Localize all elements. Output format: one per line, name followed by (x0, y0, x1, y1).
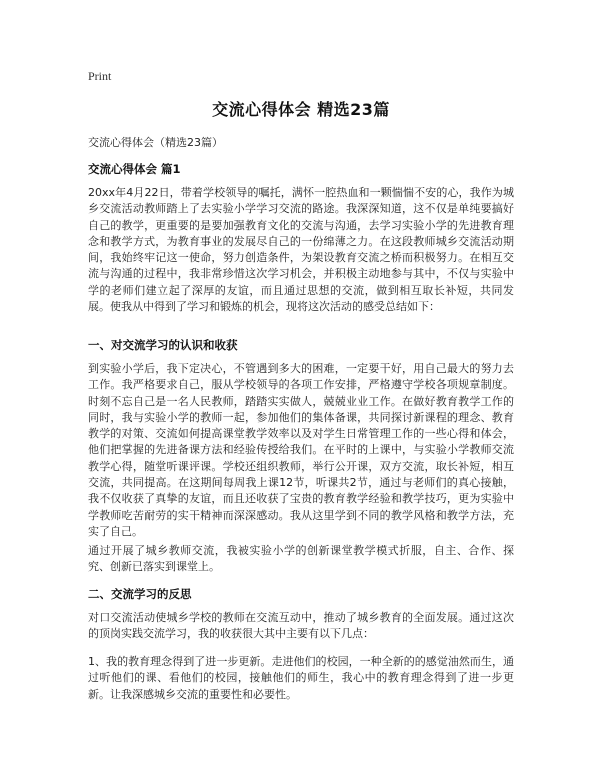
document-title: 交流心得体会 精选23篇 (212, 100, 390, 119)
paragraph-point-1: 1、我的教育理念得到了进一步更新。走进他们的校园，一种全新的的感觉油然而生，通过听他们的课、看他们的校园，接触他们的师生，我心中的教育理念得到了进一步更新。让我深感城乡交流的重要性和必要性。 (88, 655, 514, 701)
paragraph-intro: 20xx年4月22日，带着学校领导的嘱托，满怀一腔热血和一颗惴惴不安的心，我作为城乡交流活动教师踏上了去实验小学学习交流的路途。我深深知道，这不仅是单纯要搞好自己的教学，更重要的是要加强教育文化的交流与沟通，去学习实验小学的先进教育理念和教学方式，为教育事业的发展尽自己的一份绵薄之力。在这段教师城乡交流活动期间，我始终牢记这一使命，努力创造条件，为架设教育交流之桥而积极努力。在相互交流与沟通的过程中，我非常珍惜这次学习机会，并积极主动地参与其中，不仅与实验中学的老师们建立起了深厚的友谊，而且通过思想的交流，做到相互取长补短，共同发展。使我从中得到了学习和锻炼的机会，现将这次活动的感受总结如下： (88, 186, 514, 314)
section-heading-2: 二、交流学习的反思 (88, 587, 192, 601)
section-heading-1: 一、对交流学习的认识和收获 (88, 338, 238, 352)
print-label: Print (88, 69, 112, 83)
document-subtitle: 交流心得体会（精选23篇） (88, 136, 223, 149)
paragraph-section-1: 到实验小学后，我下定决心，不管遇到多大的困难，一定要干好，用自己最大的努力去工作。我严格要求自己，服从学校领导的各项工作安排，严格遵守学校各项规章制度。时刻不忘自己是一名人民教师，踏踏实实做人，兢兢业业工作。在做好教育教学工作的同时，我与实验小学的教师一起，参加他们的集体备课，共同探讨新课程的理念、教育教学的对策、交流如何提高课堂教学效率以及对学生日常管理工作的一些心得和体会，他们把掌握的先进备课方法和经验传授给我们。在平时的上课中，与实验小学教师交流教学心得，随堂听课评课。学校还组织教师，举行公开课，双方交流，取长补短，相互交流，共同提高。在这期间每周我上课12节，听课共2节，通过与老师们的真心接触，我不仅收获了真挚的友谊，而且还收获了宝贵的教育教学经验和教学技巧，更为实验中学教师吃苦耐劳的实干精神而深深感动。我从这里学到不同的教学风格和教学方法，充实了自己。 (88, 362, 514, 538)
paragraph-section-2: 对口交流活动使城乡学校的教师在交流互动中，推动了城乡教育的全面发展。通过这次的顶岗实践交流学习，我的收获很大其中主要有以下几点： (88, 611, 514, 641)
paragraph-section-1-summary: 通过开展了城乡教师交流，我被实验小学的创新课堂教学模式折服，自主、合作、探究、创新已落实到课堂上。 (88, 544, 514, 574)
article-title: 交流心得体会 篇1 (88, 162, 181, 176)
